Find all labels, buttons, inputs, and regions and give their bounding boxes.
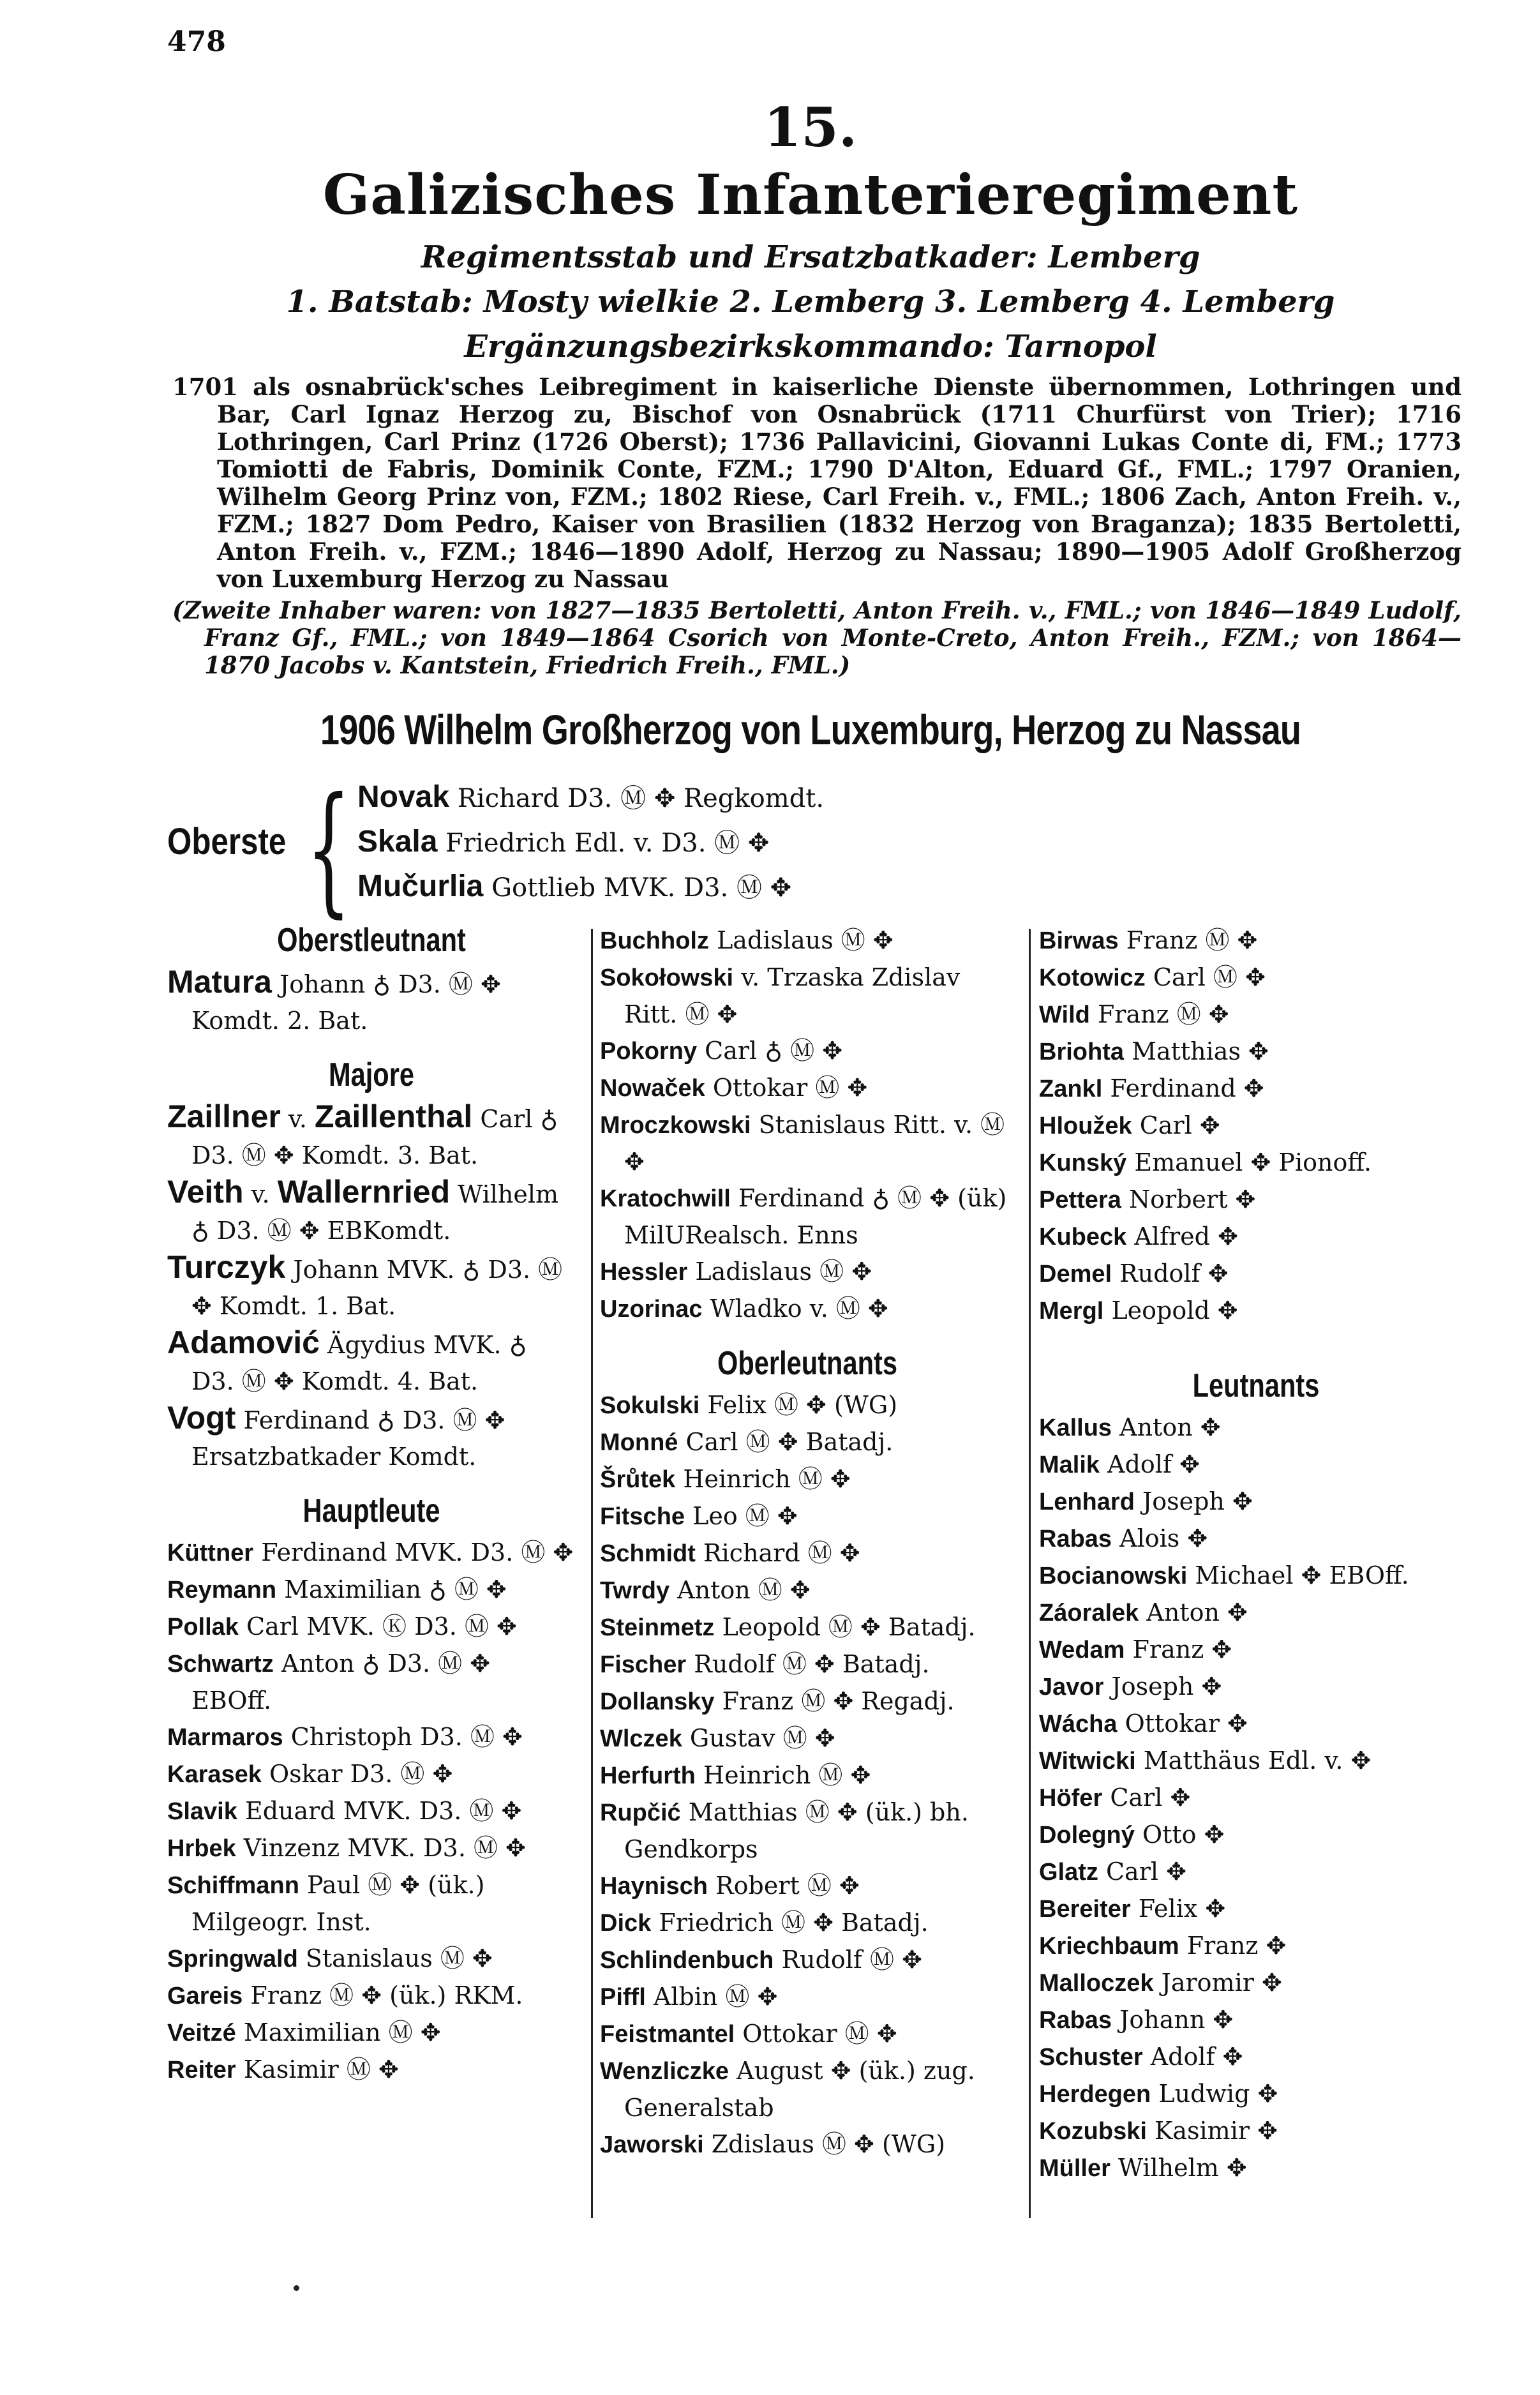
person-details: Heinrich Ⓜ ✥ [695,1761,871,1789]
person-details: Maximilian ♁ Ⓜ ✥ [276,1575,507,1603]
person-surname: Kallus [1039,1415,1112,1441]
person-surname: Kratochwill [600,1185,731,1212]
person-details: Michael ✥ EBOff. [1187,1561,1409,1589]
person-details: Anton Ⓜ ✥ [669,1576,811,1604]
person-surname: Slavik [167,1798,237,1825]
person-surname: Glatz [1039,1859,1098,1886]
list-item: Vogt Ferdinand ♁ D3. Ⓜ ✥ Ersatzbatkader Komdt. [167,1400,505,1471]
list-item [1039,2039,1473,2076]
list-item [600,959,1015,1033]
person-surname: Steinmetz [600,1614,715,1641]
list-item [1039,996,1473,1033]
ink-dot [294,2285,299,2291]
person-details: Ottokar ✥ [1117,1709,1248,1738]
person-details: Jaromir ✥ [1153,1969,1282,1997]
person-surname: Birwas [1039,927,1119,954]
person-surname: Springwald [167,1946,298,1972]
person-details: Ladislaus Ⓜ ✥ [708,926,893,954]
person-details: Wladko v. Ⓜ ✥ [702,1295,888,1323]
list-item [600,2016,1015,2053]
person-details: Ottokar Ⓜ ✥ [705,1074,868,1102]
person-details: Carl ✥ [1102,1783,1191,1812]
person-details: Ludwig ✥ [1151,2080,1278,2108]
person-details: Alfred ✥ [1126,1222,1238,1250]
person-details: Matthias ✥ [1124,1037,1269,1065]
list-item [167,1793,576,1830]
person-surname: Kotowicz [1039,965,1146,991]
person-details: Maximilian Ⓜ ✥ [235,2018,441,2046]
list-item [167,1867,576,1941]
person-surname: Rabas [1039,1526,1112,1552]
person-surname: Pollak [167,1614,239,1640]
oberleutnants-list [600,1387,1015,2163]
person-details: Carl ♁ Ⓜ ✥ [697,1037,843,1065]
person-surname: Wild [1039,1002,1090,1028]
battalion-line: 1. Batstab: Mosty wielkie 2. Lemberg 3. Lemberg 4. Lemberg [286,284,1335,320]
person-surname: Mergl [1039,1298,1104,1325]
list-item: Zaillner v. Zaillenthal Carl ♁ D3. Ⓜ ✥ Komdt. 3. Bat. [167,1099,558,1169]
section-heading: Majore [328,1056,415,1093]
list-item [167,1941,576,1978]
person-details: Richard Ⓜ ✥ [695,1539,860,1567]
person-surname: Nowaček [600,1075,705,1102]
list-item [1039,1595,1473,1632]
person-surname: Hloužek [1039,1113,1132,1139]
list-item [1039,1928,1473,1965]
person-surname: Uzorinac [600,1296,703,1323]
curly-brace-icon: { [306,767,351,931]
person-details: Ladislaus Ⓜ ✥ [687,1258,872,1286]
list-item [1039,2076,1473,2113]
person-surname: Lenhard [1039,1489,1135,1515]
column-1 [167,922,576,2089]
list-item [600,1291,1015,1328]
list-item [600,1254,1015,1291]
list-item [600,1107,1015,1180]
oberste-entry: Novak Richard D3. Ⓜ ✥ Regkomdt. [357,780,825,814]
list-item [600,922,1015,959]
person-surname: Bereiter [1039,1896,1131,1923]
page-number: 478 [167,26,226,58]
list-item [1039,1145,1473,1182]
hauptleute-list [167,1535,576,2089]
oberste-entry: Mučurlia Gottlieb MVK. D3. Ⓜ ✥ [357,869,792,903]
oberste-label: Oberste [167,821,287,862]
person-surname: Rabas [1039,2007,1112,2034]
person-surname: Wenzliczke [600,2058,729,2085]
person-surname: Monné [600,1429,678,1456]
person-surname: Gareis [167,1983,243,2009]
person-details: Adolf ✥ [1100,1450,1200,1478]
list-item [1039,1965,1473,2002]
list-item: Adamović Ägydius MVK. ♁ D3. Ⓜ ✥ Komdt. 4. Bat. [167,1325,527,1395]
list-item [1039,922,1473,959]
person-details: Gustav Ⓜ ✥ [682,1724,835,1752]
person-surname: Buchholz [600,927,709,954]
section-heading: Oberstleutnant [277,922,466,959]
list-item [1039,1409,1473,1446]
list-item [1039,1743,1473,1780]
list-item [167,2052,576,2089]
person-details: Anton ✥ [1139,1598,1248,1626]
person-surname: Kunský [1039,1150,1127,1176]
person-surname: Feistmantel [600,2021,735,2048]
list-item [167,1756,576,1793]
person-surname: Fitsche [600,1503,685,1530]
person-details: Heinrich Ⓜ ✥ [675,1465,851,1493]
person-surname: Fischer [600,1651,687,1678]
section-heading: Oberleutnants [717,1345,897,1382]
list-item [1039,1070,1473,1107]
list-item [1039,1219,1473,1256]
person-surname: Záoralek [1039,1600,1139,1626]
person-details: Robert Ⓜ ✥ [707,1872,860,1900]
person-details: Carl ✥ [1132,1111,1220,1139]
district-line: Ergänzungsbezirkskommando: Tarnopol [464,329,1157,364]
list-item [167,1535,576,1572]
list-item [600,1683,1015,1720]
person-details: Zdislaus Ⓜ ✥ (WG) [703,2130,946,2158]
person-details: Carl MVK. Ⓚ D3. Ⓜ ✥ [238,1612,517,1640]
person-surname: Sokulski [600,1392,700,1419]
list-item [600,2053,1015,2126]
person-surname: Schiffmann [167,1872,299,1899]
person-surname: Pokorny [600,1038,698,1065]
person-surname: Demel [1039,1261,1112,1288]
person-details: Otto ✥ [1134,1821,1225,1849]
person-details: Felix ✥ [1130,1895,1226,1923]
list-item [600,1720,1015,1757]
list-item [600,1572,1015,1609]
list-item [167,1609,576,1646]
person-details: Leo Ⓜ ✥ [685,1502,798,1530]
person-surname: Twrdy [600,1577,670,1604]
person-surname: Marmaros [167,1724,283,1751]
list-item [600,2126,1015,2163]
person-surname: Schuster [1039,2044,1143,2071]
person-details: Stanislaus Ritt. v. Ⓜ ✥ [624,1111,1005,1176]
person-surname: Reymann [167,1577,277,1603]
list-item [1039,2002,1473,2039]
person-details: Ferdinand ✥ [1102,1074,1264,1102]
person-surname: Witwicki [1039,1748,1136,1775]
person-details: v. Trzaska Zdislav Ritt. Ⓜ ✥ [624,963,961,1028]
person-surname: Haynisch [600,1873,708,1900]
oberste-entry: Skala Friedrich Edl. v. D3. Ⓜ ✥ [357,825,770,859]
list-item [600,1033,1015,1070]
staff-line: Regimentsstab und Ersatzbatkader: Lemberg [421,239,1200,275]
list-item [167,1646,576,1719]
leutnants-list [1039,1409,1473,2187]
person-details: Eduard MVK. D3. Ⓜ ✥ [237,1797,522,1825]
list-item [600,1180,1015,1254]
person-details: Alois ✥ [1112,1524,1208,1552]
person-details: Emanuel ✥ Pionoff. [1126,1148,1372,1176]
person-details: Franz Ⓜ ✥ [1089,1000,1229,1028]
person-details: August ✥ (ük.) zug. Generalstab [624,2057,975,2122]
person-surname: Dick [600,1910,652,1937]
list-item [600,1757,1015,1794]
list-item [1039,1256,1473,1293]
list-item [600,1070,1015,1107]
person-surname: Hessler [600,1259,688,1286]
person-details: Albin Ⓜ ✥ [645,1983,778,2011]
person-surname: Piffl [600,1984,646,2011]
person-details: Joseph ✥ [1134,1487,1253,1515]
list-item [1039,1520,1473,1558]
person-details: Ferdinand MVK. D3. Ⓜ ✥ [253,1538,574,1566]
person-surname: Schwartz [167,1651,274,1678]
list-item [600,1609,1015,1646]
person-details: Leopold ✥ [1103,1296,1238,1325]
person-surname: Malik [1039,1452,1100,1478]
list-item [1039,1558,1473,1595]
person-details: Carl Ⓜ ✥ Batadj. [678,1428,893,1456]
list-item [1039,1706,1473,1743]
person-details: Anton ♁ D3. Ⓜ ✥ EBOff. [191,1649,491,1715]
list-item [600,1387,1015,1424]
person-surname: Karasek [167,1761,262,1788]
person-details: Franz Ⓜ ✥ Regadj. [714,1687,955,1715]
list-item: Veith v. Wallernried Wilhelm ♁ D3. Ⓜ ✥ EBKomdt. [167,1174,559,1245]
person-surname: Kriechbaum [1039,1933,1179,1960]
person-surname: Briohta [1039,1039,1124,1065]
list-item [1039,1182,1473,1219]
list-item [600,1979,1015,2016]
oberleutnants-continued-list [1039,922,1473,1330]
list-item [167,2015,576,2052]
person-surname: Pettera [1039,1187,1121,1213]
page-title: Galizisches Infanterieregiment [322,163,1299,227]
column-2 [600,922,1015,2163]
list-item [1039,1446,1473,1483]
list-item [600,1942,1015,1979]
person-details: Stanislaus Ⓜ ✥ [297,1944,493,1972]
person-details: Joseph ✥ [1103,1672,1222,1701]
person-surname: Schmidt [600,1540,696,1567]
person-details: Ferdinand ♁ Ⓜ ✥ (ük) MilURealsch. Enns [624,1184,1007,1249]
person-details: Oskar D3. Ⓜ ✥ [261,1760,453,1788]
person-details: Anton ✥ [1112,1413,1221,1441]
person-details: Matthäus Edl. v. ✥ [1135,1746,1372,1775]
section-heading: Leutnants [1192,1367,1320,1404]
person-surname: Kozubski [1039,2118,1147,2145]
second-owners-paragraph: (Zweite Inhaber waren: von 1827—1835 Bertoletti, Anton Freih. v., FML.; von 1846—1849 Ludolf, Franz Gf., FML.; von 1849—1864 Csorich von Monte-Creto, Anton Freih., FZM.; von 1864—1870 Jacobs v. Kantstein, Friedrich Freih., FML.) [172,596,1462,679]
person-surname: Wedam [1039,1637,1125,1663]
person-surname: Herdegen [1039,2081,1151,2108]
person-surname: Müller [1039,2155,1110,2182]
list-item [167,1572,576,1609]
person-details: Norbert ✥ [1121,1185,1256,1213]
person-surname: Javor [1039,1674,1104,1701]
list-item: Turczyk Johann MVK. ♁ D3. Ⓜ ✥ Komdt. 1. Bat. [167,1249,563,1320]
person-details: Carl Ⓜ ✥ [1145,963,1266,991]
hauptleute-continued-list [600,922,1015,1328]
person-details: Franz Ⓜ ✥ (ük.) RKM. [243,1981,523,2009]
list-item [167,1719,576,1756]
person-details: Ottokar Ⓜ ✥ [735,2020,897,2048]
person-surname: Küttner [167,1540,254,1566]
person-details: Rudolf Ⓜ ✥ [774,1946,922,1974]
owner-heading: 1906 Wilhelm Großherzog von Luxemburg, Herzog zu Nassau [320,706,1301,753]
person-details: Felix Ⓜ ✥ (WG) [699,1391,898,1419]
list-item [600,1905,1015,1942]
person-details: Franz Ⓜ ✥ [1118,926,1258,954]
person-details: Kasimir Ⓜ ✥ [235,2055,399,2083]
list-item [600,1646,1015,1683]
column-3 [1039,922,1473,2187]
list-item [1039,1780,1473,1817]
regiment-number: 15. [763,96,858,159]
person-details: Friedrich Ⓜ ✥ Batadj. [651,1909,929,1937]
list-item: Matura Johann ♁ D3. Ⓜ ✥ Komdt. 2. Bat. [167,964,501,1035]
person-surname: Hrbek [167,1835,236,1862]
person-surname: Kubeck [1039,1224,1127,1250]
person-details: Carl ✥ [1098,1858,1186,1886]
person-details: Matthias Ⓜ ✥ (ük.) bh. Gendkorps [624,1798,969,1863]
person-surname: Jaworski [600,2131,704,2158]
section-heading: Hauptleute [303,1492,440,1529]
list-item [1039,1293,1473,1330]
person-surname: Dolegný [1039,1822,1135,1849]
list-item [1039,2150,1473,2187]
list-item [600,1498,1015,1535]
list-item [600,1424,1015,1461]
person-surname: Veitzé [167,2020,236,2046]
list-item [1039,1854,1473,1891]
list-item [600,1461,1015,1498]
person-details: Wilhelm ✥ [1110,2154,1247,2182]
person-surname: Sokołowski [600,965,734,991]
column-divider [591,929,593,2218]
person-surname: Wlczek [600,1725,682,1752]
document-page [160,19,1462,2375]
person-details: Paul Ⓜ ✥ (ük.) Milgeogr. Inst. [191,1871,485,1936]
person-details: Johann ✥ [1112,2006,1234,2034]
oberste-list [357,776,824,910]
person-details: Franz ✥ [1179,1932,1287,1960]
list-item [1039,1033,1473,1070]
list-item [1039,2113,1473,2150]
person-details: Franz ✥ [1125,1635,1232,1663]
person-surname: Mroczkowski [600,1112,751,1139]
list-item [1039,1891,1473,1928]
person-details: Rudolf Ⓜ ✥ Batadj. [686,1650,930,1678]
list-item [1039,1817,1473,1854]
person-surname: Šrůtek [600,1466,676,1493]
person-surname: Reiter [167,2057,236,2083]
person-surname: Herfurth [600,1762,696,1789]
list-item [1039,1107,1473,1145]
person-surname: Wácha [1039,1711,1118,1738]
list-item [600,1794,1015,1868]
list-item [600,1868,1015,1905]
person-surname: Bocianowski [1039,1563,1188,1589]
person-details: Adolf ✥ [1142,2043,1243,2071]
person-surname: Rupčić [600,1799,681,1826]
person-surname: Dollansky [600,1688,715,1715]
person-details: Vinzenz MVK. D3. Ⓜ ✥ [235,1834,526,1862]
person-surname: Höfer [1039,1785,1103,1812]
column-divider [1029,929,1031,2218]
person-surname: Zankl [1039,1076,1103,1102]
person-details: Leopold Ⓜ ✥ Batadj. [714,1613,976,1641]
list-item [167,1978,576,2015]
list-item [1039,959,1473,996]
person-details: Kasimir ✥ [1146,2117,1278,2145]
list-item [1039,1483,1473,1520]
person-details: Christoph D3. Ⓜ ✥ [283,1723,523,1751]
history-paragraph: 1701 als osnabrück'sches Leibregiment in kaiserliche Dienste übernommen, Lothringen und Bar, Carl Ignaz Herzog zu, Bischof von Osnabrück (1711 Churfürst von Trier); 1716 Lothringen, Carl Prinz (1726 Oberst); 1736 Pallavicini, Giovanni Lukas Conte di, FM.; 1773 Tomiotti de Fabris, Dominik Conte, FZM.; 1790 D'Alton, Eduard Gf., FML.; 1797 Oranien, Wilhelm Georg Prinz von, FZM.; 1802 Riese, Carl Freih. v., FML.; 1806 Zach, Anton Freih. v., FZM.; 1827 Dom Pedro, Kaiser von Brasilien (1832 Herzog von Braganza); 1835 Bertoletti, Anton Freih. v., FZM.; 1846—1890 Adolf, Herzog zu Nassau; 1890—1905 Adolf Großherzog von Luxemburg Herzog zu Nassau [172,373,1462,593]
person-surname: Schlindenbuch [600,1947,774,1974]
list-item [1039,1669,1473,1706]
list-item [167,1830,576,1867]
person-details: Rudolf ✥ [1112,1259,1229,1288]
list-item [1039,1632,1473,1669]
person-surname: Malloczek [1039,1970,1154,1997]
list-item [600,1535,1015,1572]
